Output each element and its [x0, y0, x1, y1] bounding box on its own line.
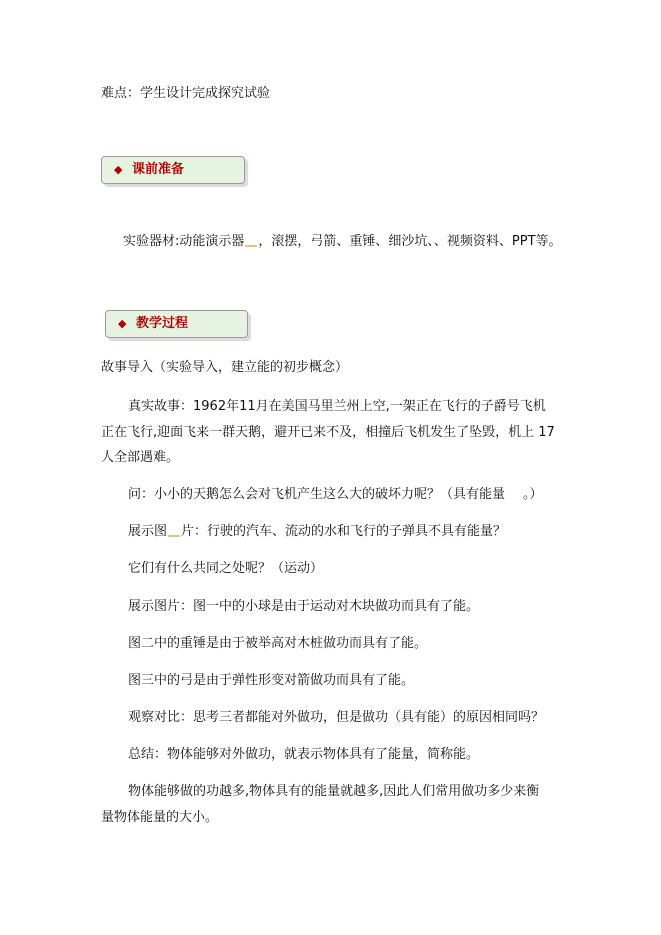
- question-text: 问：小小的天鹅怎么会对飞机产生这么大的破坏力呢？（具有能量: [128, 487, 506, 502]
- compare-line: [128, 708, 544, 728]
- conclusion-line-1-text: 物体能够做的功越多,物体具有的能量就越多,因此人们常用做功多少来衡: [128, 784, 540, 799]
- materials-part1: 动能演示器: [179, 234, 245, 249]
- story-line-3: [101, 448, 179, 468]
- story-intro: [101, 358, 348, 378]
- materials-label: 实验器材:: [123, 234, 180, 249]
- question-end: 。）: [523, 487, 543, 502]
- story-line-1: [128, 397, 546, 417]
- picture-2-line: [128, 634, 427, 654]
- comment-mark: [245, 244, 257, 247]
- show-pictures-part1: 展示图: [128, 524, 168, 539]
- picture-3-text: 图三中的弓是由于弹性形变对箭做功而具有了能。: [128, 673, 415, 688]
- materials-line: [123, 232, 562, 252]
- question-line: [128, 485, 543, 505]
- summary-line: [128, 745, 479, 765]
- story-line-3-text: 人全部遇难。: [101, 450, 180, 465]
- picture-3-line: [128, 671, 414, 691]
- common-text: 它们有什么共同之处呢？（运动）: [128, 561, 324, 576]
- story-intro-text: 故事导入（实验导入，建立能的初步概念）: [101, 360, 349, 375]
- story-line-2-text: 正在飞行,迎面飞来一群天鹅，避开已来不及，相撞后飞机发生了坠毁，机上 17: [101, 425, 555, 440]
- section-heading-process: [105, 310, 248, 338]
- section-title-prep: 课前准备: [132, 162, 185, 177]
- section-heading-prep: [101, 156, 245, 184]
- comment-mark: [168, 534, 180, 537]
- section-title-process: 教学过程: [136, 316, 189, 331]
- picture-1-text: 展示图片：图一中的小球是由于运动对木块做功而具有了能。: [128, 599, 480, 614]
- diamond-bullet-icon: ◆: [114, 163, 123, 176]
- compare-text: 观察对比：思考三者都能对外做功，但是做功（具有能）的原因相同吗？: [128, 710, 545, 725]
- conclusion-line-2: [101, 808, 218, 828]
- difficulty-text: 难点：学生设计完成探究试验: [101, 86, 271, 101]
- show-pictures-line: [128, 522, 506, 542]
- diamond-bullet-icon: ◆: [118, 317, 127, 330]
- common-line: [128, 559, 323, 579]
- summary-text: 总结：物体能够对外做功，就表示物体具有了能量，简称能。: [128, 747, 480, 762]
- conclusion-line-2-text: 量物体能量的大小。: [101, 810, 219, 825]
- conclusion-line-1: [128, 782, 539, 802]
- materials-part2: ，滚摆，弓箭、重锤、细沙坑、、视频资料、PPT等。: [258, 234, 562, 249]
- story-line-1-text: 真实故事：1962年11月在美国马里兰州上空,一架正在飞行的子爵号飞机: [128, 399, 546, 414]
- story-line-2: [101, 423, 555, 443]
- picture-2-text: 图二中的重锤是由于被举高对木桩做功而具有了能。: [128, 636, 428, 651]
- picture-1-line: [128, 597, 479, 617]
- show-pictures-part2: 片：行驶的汽车、流动的水和飞行的子弹具不具有能量？: [181, 524, 507, 539]
- difficulty-line: [101, 84, 270, 104]
